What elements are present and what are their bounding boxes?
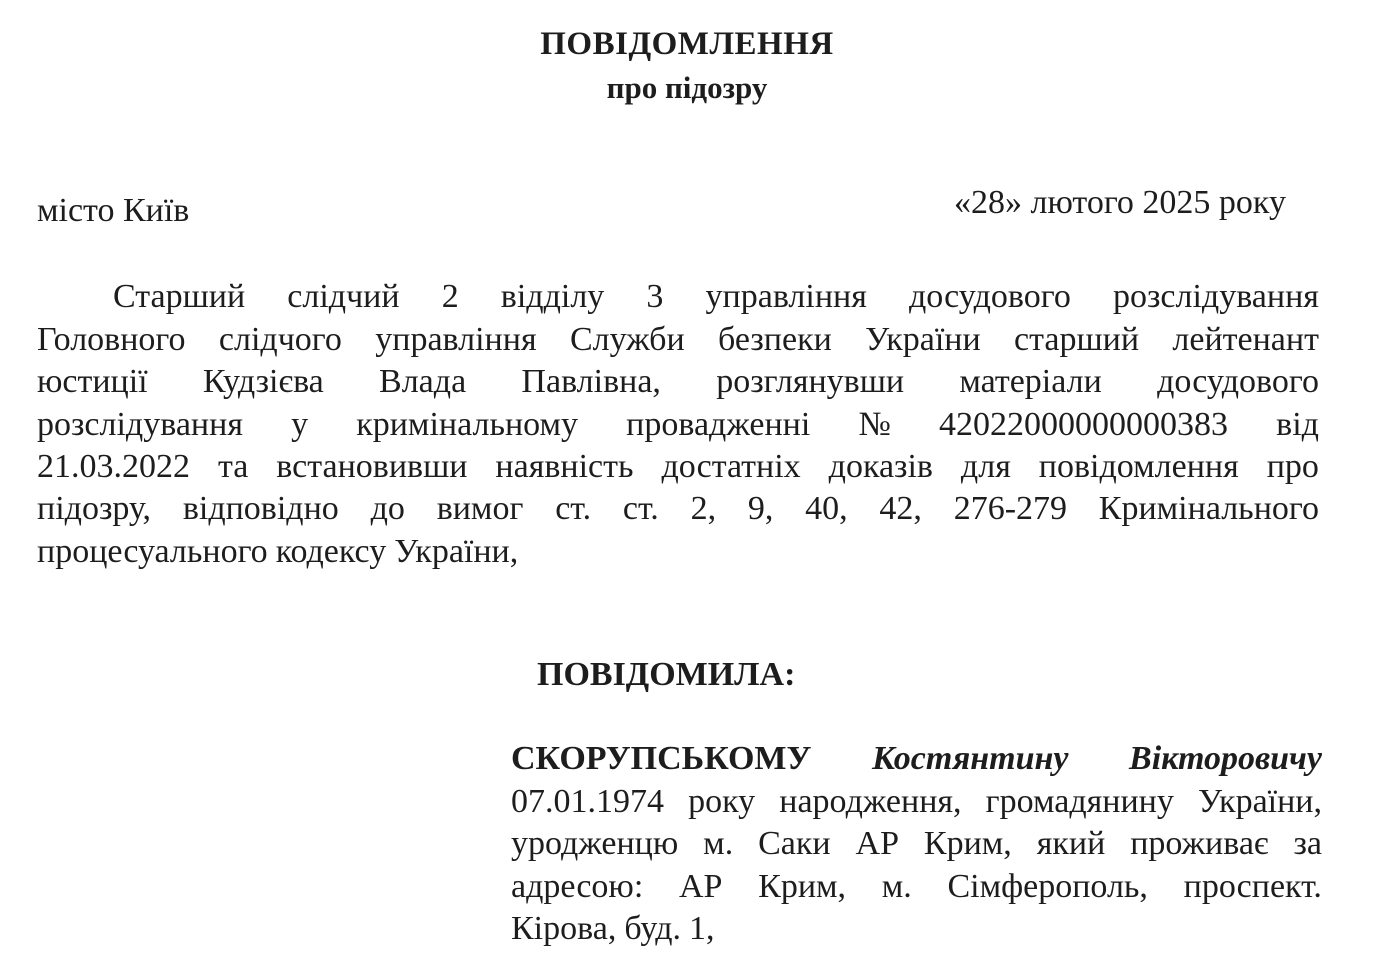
word: підозру, (37, 490, 152, 528)
word: Влада (379, 363, 467, 401)
word: Крим, (923, 825, 1012, 863)
paragraph-line (37, 359, 1319, 401)
document-title: ПОВІДОМЛЕННЯ (540, 26, 834, 62)
paragraph-line (37, 528, 1319, 570)
word: Головного (37, 320, 186, 358)
paragraph-line (37, 486, 1319, 528)
word: управління (375, 320, 537, 358)
word: Служби (569, 320, 685, 358)
word: встановивши (276, 447, 468, 485)
word: який (1036, 825, 1106, 863)
word: Старший (113, 278, 246, 316)
word: № (858, 405, 891, 443)
word: Саки (758, 825, 831, 863)
word: АР (855, 825, 899, 863)
word: проживає (1130, 825, 1269, 863)
word: розслідування (1112, 278, 1319, 316)
suspect-detail-line (511, 863, 1322, 905)
word: розслідування (37, 405, 243, 443)
word: вимог (436, 490, 524, 528)
word: АР (678, 867, 723, 905)
word: слідчий (287, 278, 400, 316)
word: 276-279 (953, 490, 1068, 528)
word: 2 (441, 278, 459, 316)
word: 42022000000000383 (939, 405, 1229, 443)
paragraph-line (37, 401, 1319, 443)
word: 9, (747, 490, 774, 528)
word: розглянувши (716, 363, 905, 401)
word: громадянину (985, 782, 1174, 820)
word: 21.03.2022 (37, 447, 190, 485)
paragraph-line (37, 316, 1319, 358)
word: м. (703, 825, 734, 863)
word: України, (394, 532, 519, 570)
word: проспект. (1183, 867, 1322, 905)
document-date: «28» лютого 2025 року (954, 184, 1286, 221)
word: та (217, 447, 249, 485)
document-subtitle: про підозру (606, 70, 768, 105)
word: 2, (690, 490, 717, 528)
word: ст. (622, 490, 659, 528)
word: Павлівна, (521, 363, 661, 401)
word: 3 (646, 278, 664, 316)
word: кримінальному (356, 405, 579, 443)
word: безпеки (718, 320, 832, 358)
word: про (1266, 447, 1319, 485)
paragraph-line (37, 444, 1319, 486)
suspect-detail-line (511, 906, 1322, 948)
word: процесуального (37, 532, 268, 570)
word: достатніх (661, 447, 801, 485)
word: матеріали (959, 363, 1102, 401)
document-place: місто Київ (37, 192, 190, 229)
word: юстиції (37, 363, 148, 401)
word: до (370, 490, 405, 528)
paragraph-line (37, 274, 1319, 316)
word: адресою: (511, 867, 644, 905)
word: 42, (879, 490, 922, 528)
word: м. (881, 867, 912, 905)
main-paragraph (37, 274, 1319, 571)
decision-heading: ПОВІДОМИЛА: (537, 656, 796, 693)
word: доказів (828, 447, 933, 485)
word: від (1276, 405, 1319, 443)
word: року (688, 782, 756, 820)
word: ст. (555, 490, 592, 528)
word: буд. (624, 909, 681, 947)
word: України, (1197, 782, 1322, 820)
word: повідомлення (1038, 447, 1239, 485)
word: України (865, 320, 981, 358)
word: Сімферополь, (947, 867, 1148, 905)
word: слідчого (218, 320, 342, 358)
word: 1, (689, 909, 715, 947)
word: старший (1014, 320, 1140, 358)
word: уродженцю (511, 825, 679, 863)
word: 40, (805, 490, 848, 528)
word: для (960, 447, 1011, 485)
suspect-block (511, 736, 1322, 948)
suspect-name-line (511, 736, 1322, 778)
word: 07.01.1974 (511, 782, 664, 820)
word: за (1293, 825, 1322, 863)
word: кодексу (275, 532, 387, 570)
suspect-detail-line (511, 821, 1322, 863)
word: досудового (908, 278, 1071, 316)
word: Кудзієва (202, 363, 324, 401)
word: управління (705, 278, 867, 316)
word: відповідно (182, 490, 339, 528)
word: Кірова, (511, 909, 617, 947)
suspect-detail-line (511, 778, 1322, 820)
word: лейтенант (1172, 320, 1319, 358)
suspect-patronymic: Вікторовичу (1129, 740, 1322, 778)
word: наявність (495, 447, 634, 485)
word: відділу (500, 278, 605, 316)
word: провадженні (626, 405, 811, 443)
word: Крим, (758, 867, 847, 905)
word: досудового (1157, 363, 1319, 401)
suspect-first-name: Костянтину (872, 740, 1069, 778)
word: народження, (779, 782, 962, 820)
suspect-surname: СКОРУПСЬКОМУ (511, 740, 812, 778)
word: у (291, 405, 309, 443)
word: Кримінального (1098, 490, 1319, 528)
